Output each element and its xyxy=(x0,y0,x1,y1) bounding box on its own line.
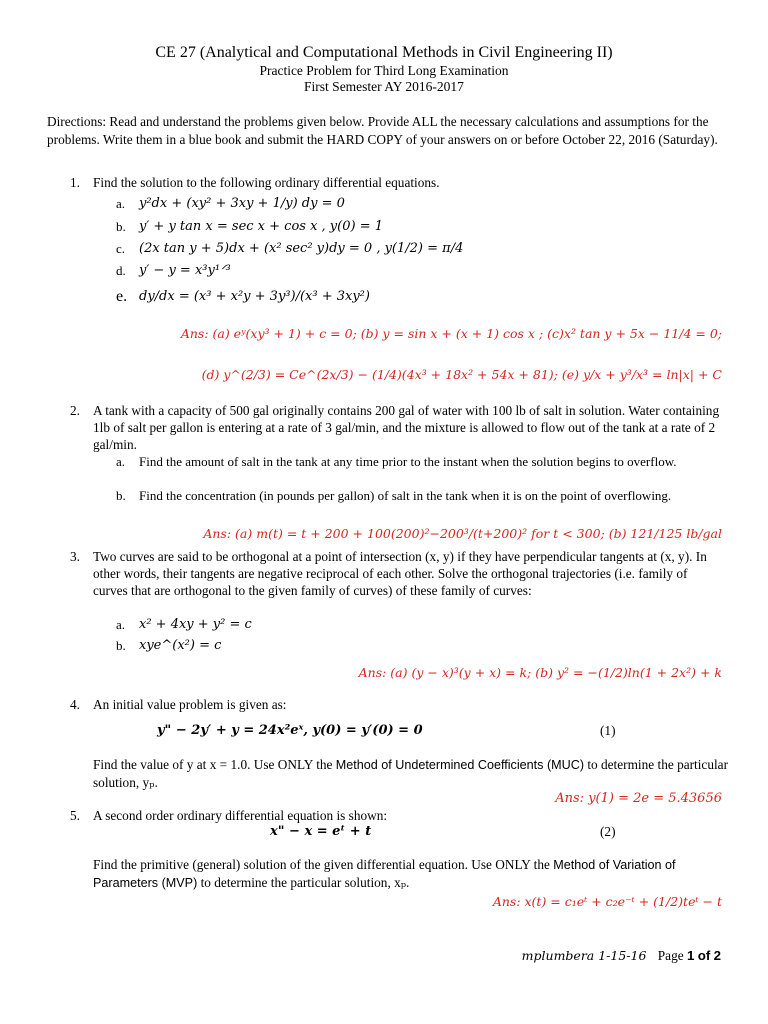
author-stamp: mplumbera 1-15-16 xyxy=(521,948,647,963)
directions-label: Directions: xyxy=(47,114,107,129)
page-number: 1 xyxy=(686,948,695,963)
course-title: CE 27 (Analytical and Computational Methods in Civil Engineering II) xyxy=(155,44,613,61)
problem-number: 5. xyxy=(70,808,80,823)
method-name: Method of Variation of Parameters (MVP) xyxy=(93,858,676,890)
item-label: b. xyxy=(116,219,126,234)
page-label: Page xyxy=(657,948,684,963)
problem-text: Find the solution to the following ordinary differential equations. xyxy=(93,175,440,190)
problem-number: 2. xyxy=(70,403,80,418)
p4-instructions xyxy=(93,756,733,792)
instruction-text: Find the primitive (general) solution of the given differential equation. Use ONLY the xyxy=(93,857,550,872)
equation: y′ − y = x³y¹ᐟ³ xyxy=(139,263,231,278)
equation: (2x tan y + 5)dx + (x² sec² y)dy = 0 , y(1/2) = π/4 xyxy=(139,241,464,256)
equation: y′ + y tan x = sec x + cos x , y(0) = 1 xyxy=(139,219,383,234)
p1-answer-line1: Ans: (a) eʸ(xy³ + 1) + c = 0; (b) y = sin x + (x + 1) cos x ; (c)x² tan y + 5x − 11/4 = 0; xyxy=(180,326,722,341)
page-footer xyxy=(522,948,721,964)
item-label: a. xyxy=(116,617,126,632)
instruction-text: to determine the particular solution, xₚ. xyxy=(200,875,410,890)
p3-answer: Ans: (a) (y − x)³(y + x) = k; (b) y² = −(1/2)ln(1 + 2x²) + k xyxy=(358,665,722,680)
problem-number: 3. xyxy=(70,549,80,564)
item-label: a. xyxy=(116,454,126,469)
instruction-text: to determine the particular solution, yₚ. xyxy=(93,757,729,790)
p5-equation: x" − x = eᵗ + t xyxy=(270,824,372,839)
semester-line: First Semester AY 2016-2017 xyxy=(304,79,464,94)
equation: y²dx + (xy² + 3xy + 1/y) dy = 0 xyxy=(139,196,345,211)
equation: dy/dx = (x³ + x²y + 3y³)/(x³ + 3xy²) xyxy=(139,289,370,304)
problem-text: An initial value problem is given as: xyxy=(93,697,287,712)
p5-equation-number: (2) xyxy=(600,824,616,839)
item-label: e. xyxy=(116,288,128,305)
directions xyxy=(47,113,727,148)
problem-text: Two curves are said to be orthogonal at a point of intersection (x, y) if they have perpendicular tangents at (x, y). In other words, their tangents are negative reciprocal of each other. Solve the orthogonal trajectories (i.e. family of curves that are orthogonal to the given family of curves) of these family of curves: xyxy=(93,549,707,598)
p1-answer-line2: (d) y^(2/3) = Ce^(2x/3) − (1/4)(4x³ + 18x² + 54x + 81); (e) y/x + y³/x³ = ln|x| + C xyxy=(201,367,722,382)
directions-text: Read and understand the problems given below. Provide ALL the necessary calculations and assumptions for the problems. Write them in a blue book and submit the HARD COPY of your answers on or before October 22, 2016 (Saturday). xyxy=(47,114,718,147)
problem-number: 4. xyxy=(70,697,80,712)
item-text: Find the amount of salt in the tank at any time prior to the instant when the solution begins to overflow. xyxy=(139,454,677,469)
item-label: b. xyxy=(116,488,126,503)
item-label: d. xyxy=(116,263,126,278)
item-text: Find the concentration (in pounds per gallon) of salt in the tank when it is on the point of overflowing. xyxy=(139,488,672,503)
item-label: a. xyxy=(116,196,126,211)
problem-number: 1. xyxy=(70,175,80,190)
problem-text: A tank with a capacity of 500 gal originally contains 200 gal of water with 100 lb of salt in solution. Water containing 1lb of salt per gallon is entering at a rate of 3 gal/min, and the mixture is allowed to flow out of the tank at a rate of 2 gal/min. xyxy=(93,403,720,452)
item-label: b. xyxy=(116,638,126,653)
equation: x² + 4xy + y² = c xyxy=(139,617,252,632)
equation: xye^(x²) = c xyxy=(139,638,222,653)
p5-instructions xyxy=(93,856,733,892)
problem-text: A second order ordinary differential equation is shown: xyxy=(93,808,388,823)
method-name: Method of Undetermined Coefficients (MUC) xyxy=(335,758,585,772)
page-total: 2 xyxy=(713,948,721,963)
item-label: c. xyxy=(116,241,126,256)
p4-equation-number: (1) xyxy=(600,723,616,738)
p2-answer: Ans: (a) m(t) = t + 200 + 100(200)²−200³/(t+200)² for t < 300; (b) 121/125 lb/gal xyxy=(203,526,722,541)
exam-subtitle: Practice Problem for Third Long Examination xyxy=(259,63,509,78)
p4-answer: Ans: y(1) = 2e = 5.43656 xyxy=(555,791,722,806)
p5-answer: Ans: x(t) = c₁eᵗ + c₂e⁻ᵗ + (1/2)teᵗ − t xyxy=(492,894,722,909)
instruction-text: Find the value of y at x = 1.0. Use ONLY the xyxy=(93,757,333,772)
page-of: of xyxy=(697,948,711,963)
p4-equation: y" − 2y′ + y = 24x²eˣ, y(0) = y′(0) = 0 xyxy=(157,723,423,738)
